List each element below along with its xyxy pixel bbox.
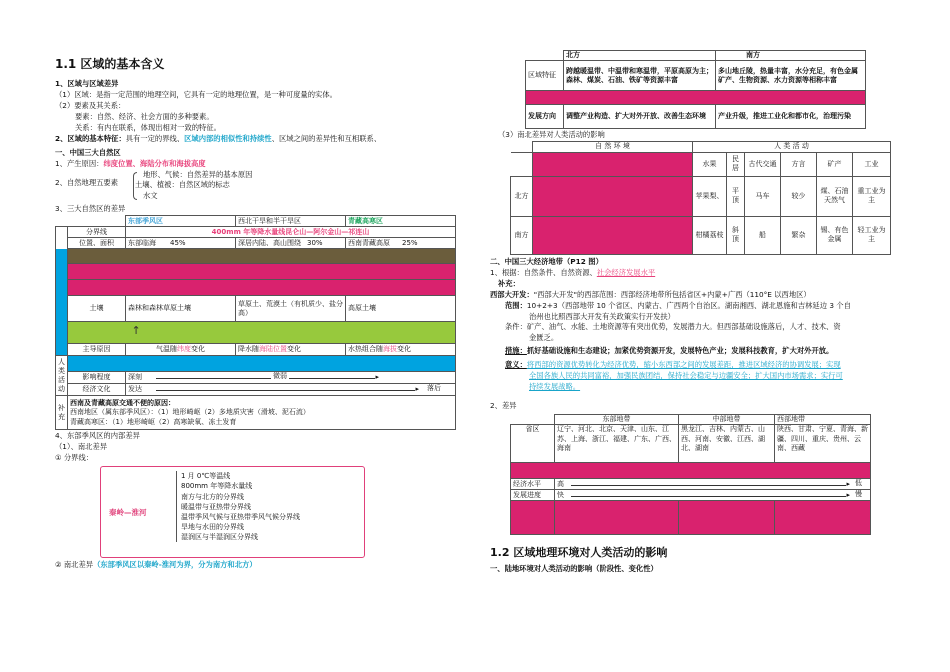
value-dev-north: 调整产业构造、扩大对外开放、改善生态环境 — [564, 105, 716, 129]
economy-arrow — [156, 390, 415, 391]
human-activity-table — [510, 141, 891, 254]
value-impact: 深刻 微弱 ▸ — [126, 372, 456, 384]
arrow-right-icon: ▸ — [415, 385, 419, 394]
north-transport: 马车 — [745, 176, 781, 216]
text-scope: 范围：10+2+3（西部地带 10 个省区、内蒙古、广西两个自治区。湖南湘西、湖北恩施和吉林延边 3 个自 — [505, 300, 851, 310]
text-region-def: （1）区域：是指一定范围的地理空间，它具有一定的地理位置，是一种可度量的实体。 — [55, 89, 337, 99]
five-elements-block — [55, 170, 465, 204]
label-soil: 土壤 — [68, 296, 126, 322]
text-element-terrain: 地形、气候：自然差异的基本原因 — [143, 169, 253, 179]
cell-pink-a — [511, 501, 555, 535]
north-fruit: 苹果梨、 — [693, 176, 727, 216]
value-dev-speed: 快 ▸ 慢 — [555, 490, 871, 501]
south-industry: 轻工业为主 — [853, 216, 891, 254]
speed-arrow — [571, 496, 846, 497]
value-soil-qz: 高原土壤 — [346, 296, 456, 322]
text-scope-2: 治州也比照西部大开发有关政策实行开发扶） — [529, 311, 675, 321]
header-qingzang: 青藏高寒区 — [346, 216, 456, 227]
col-fruit: 水果 — [693, 152, 727, 176]
up-arrow-icon: ↑ — [131, 324, 141, 338]
value-feature-north: 跨越暖温带、中温带和寒温带，平原高原为主；森林、煤炭、石油、铁矿等资源丰富 — [564, 61, 716, 91]
text-conditions: 条件：矿产、油气、水能、土地资源等有突出优势，发展潜力大。但西部基础设施落后，人才、技术、资 — [505, 322, 841, 332]
text-basic-features: 2、区域的基本特征：具有一定的界线、区域内部的相似性和持续性、区域之间的差异性和互相联系、 — [55, 133, 382, 143]
text-ns-diff: ② 南北差异（东部季风区以秦岭-淮河为界，分为南方和北方） — [55, 560, 257, 570]
text-supplement: 补充： — [498, 278, 520, 288]
row-blue-band — [68, 356, 456, 372]
north-dialect: 较少 — [781, 176, 817, 216]
heading-region-diff: 1、区域与区域差异 — [55, 79, 119, 88]
row-green-band — [126, 322, 456, 344]
south-fruit: 柑橘荔枝 — [693, 216, 727, 254]
row-south: 南方 — [511, 216, 533, 254]
label-position: 位置、面积 — [68, 238, 126, 249]
text-conditions-2: 金匮乏。 — [529, 333, 559, 343]
col-industry: 工业 — [853, 152, 891, 176]
provinces-east: 辽宁、河北、北京、天津、山东、江苏、上海、浙江、福建、广东、广西、海南 — [555, 425, 679, 463]
text-element-soil: 土壤、植被：自然区域的标志 — [135, 179, 230, 189]
value-soil-east: 森林和森林草原土壤 — [126, 296, 236, 322]
natural-regions-table — [55, 215, 456, 430]
arrow-right-icon: ▸ — [846, 480, 850, 489]
header-mid-zone: 中部地带 — [679, 415, 775, 425]
north-industry: 重工业为主 — [853, 176, 891, 216]
text-western-dev: 西部大开发："西部大开发"的西部范围：西部经济地带所包括省区+内蒙+广西（110°E 以西地区） — [490, 289, 811, 299]
label-region-feature: 区域特征 — [526, 61, 564, 91]
section-title-1-1: 1.1 区域的基本含义 — [55, 57, 165, 71]
south-mineral: 锡、有色金属 — [817, 216, 853, 254]
col-house: 民居 — [727, 152, 745, 176]
row-pink-band-1 — [68, 264, 456, 280]
text-north-south: （1）、南北差异 — [55, 442, 108, 452]
south-dialect: 繁杂 — [781, 216, 817, 254]
north-south-table — [525, 50, 866, 129]
text-significance-3: 持续发展战略。 — [529, 382, 581, 392]
row-pink-band-econ — [511, 463, 871, 479]
row-brown-band — [68, 249, 456, 264]
text-five-elements: 2、自然地理五要素 — [55, 177, 119, 187]
text-dividing-line: ① 分界线： — [55, 453, 94, 463]
economic-zones-table — [510, 414, 871, 535]
qinling-huaihe-item: 温带季风气候与亚热带季风气候分界线 — [181, 512, 300, 521]
south-transport: 船 — [745, 216, 781, 254]
text-relation: 关系：有内在联系，体现出相对一致的特征。 — [75, 122, 221, 132]
text-cause: 1、产生原因：纬度位置、海陆分布和海拔高度 — [55, 158, 206, 168]
text-elements-rel: （2）要素及其关系： — [55, 100, 126, 110]
label-econ-level: 经济水平 — [511, 479, 555, 490]
cell-pink-c — [679, 501, 775, 535]
section-title-1-2: 1.2 区域地理环境对人类活动的影响 — [490, 546, 668, 560]
text-basis: 1、根据：自然条件、自然资源、社会经济发展水平 — [490, 267, 656, 277]
value-boundary: 400mm 年等降水量线昆仑山—阿尔金山—祁连山 — [126, 227, 456, 238]
value-main-nw: 降水随海陆位置变化 — [236, 344, 346, 356]
header-human-activity: 人 类 活 动 — [693, 142, 891, 152]
row-pink-band — [526, 91, 866, 105]
label-main-cause: 主导原因 — [68, 344, 126, 356]
value-pos-nw: 深居内陆、高山围绕 30% — [236, 238, 346, 249]
label-impact: 影响程度 — [68, 372, 126, 384]
cell-pink-header — [533, 152, 693, 176]
value-supplement: 西南及青藏高原交通不便的原因： 西南地区（属东部季风区）：（1）地形崎岖（2）多地质灾害（滑坡、泥石流） 青藏高寒区：（1）地形崎岖（2）高寒缺氧、冻土发育 — [68, 396, 456, 430]
qinling-huaihe-item: 南方与北方的分界线 — [181, 492, 244, 501]
qinling-huaihe-item: 暖温带与亚热带分界线 — [181, 502, 251, 511]
cell-pink-south — [533, 216, 693, 254]
arrow-right-icon: ▸ — [846, 491, 850, 500]
text-diff-head-2: 2、差异 — [490, 401, 517, 411]
value-feature-south: 多山地丘陵，热量丰富，水分充足，有色金属矿产、生物资源、水力资源等相称丰富 — [716, 61, 866, 91]
level-arrow — [571, 485, 846, 486]
text-significance: 意义：将西部的资源优势转化为经济优势，缩小东西部之间的发展差距，推进区域经济的协调发展；实现 — [505, 360, 841, 370]
provinces-mid: 黑龙江、吉林、内蒙古、山西、河南、安徽、江西、湖北、湖南 — [679, 425, 775, 463]
value-dev-south: 产业升级，推进工业化和都市化，治理污染 — [716, 105, 866, 129]
col-dialect: 方言 — [781, 152, 817, 176]
cell-pink-north — [533, 176, 693, 216]
qinling-huaihe-item: 旱地与水田的分界线 — [181, 522, 244, 531]
north-mineral: 煤、石油天然气 — [817, 176, 853, 216]
text-measures: 措施：抓好基础设施和生态建设；加紧优势资源开发，发展特色产业；发展科技教育，扩大对外开放。 — [505, 346, 834, 356]
right-column — [490, 0, 910, 575]
north-house: 平顶 — [727, 176, 745, 216]
heading-three-economic-zones: 二、中国三大经济地带（P12 图） — [490, 256, 603, 266]
header-natural-env: 自 然 环 境 — [533, 142, 693, 152]
value-pos-east: 东部临海 45% — [126, 238, 236, 249]
header-east-monsoon: 东部季风区 — [126, 216, 236, 227]
header-north: 北方 — [564, 51, 716, 61]
text-elements: 要素：自然、经济、社会方面的多种要素。 — [75, 111, 214, 121]
provinces-west: 陕西、甘肃、宁夏、青海、新疆、四川、重庆、贵州、云南、西藏 — [775, 425, 871, 463]
qinling-huaihe-item: 湿润区与半湿润区分界线 — [181, 533, 258, 542]
text-element-water: 水文 — [143, 190, 158, 200]
qinling-huaihe-box — [100, 466, 365, 558]
qinling-huaihe-item: 1 月 0℃等温线 — [181, 472, 231, 481]
cell-pink-b — [555, 501, 679, 535]
value-econ-level: 高 ▸ 低 — [555, 479, 871, 490]
label-human-activity: 人类活动 — [56, 356, 68, 396]
header-south: 南方 — [716, 51, 866, 61]
col-transport: 古代交通 — [745, 152, 781, 176]
cell-pink-d — [775, 501, 871, 535]
value-main-qz: 水热组合随海拔变化 — [346, 344, 456, 356]
row-pink-band-2 — [68, 280, 456, 296]
header-west-zone: 西部地带 — [775, 415, 871, 425]
value-economy: 发达 ▸ 落后 — [126, 384, 456, 396]
text-diff-head: 3、三大自然区的差异 — [55, 203, 126, 213]
header-northwest-arid: 西北干旱和半干旱区 — [236, 216, 346, 227]
value-soil-nw: 草原土、荒漠土（有机质少、盐分高） — [236, 296, 346, 322]
heading-land-environment: 一、陆地环境对人类活动的影响（阶段性、变化性） — [490, 563, 658, 573]
south-house: 斜顶 — [727, 216, 745, 254]
label-boundary: 分界线 — [68, 227, 126, 238]
qinling-huaihe-label: 秦岭—淮河 — [109, 508, 147, 518]
qinling-huaihe-item: 800mm 年等降水量线 — [181, 482, 253, 491]
heading-three-natural-regions: 一、中国三大自然区 — [55, 147, 121, 157]
text-significance-2: 全国各族人民的共同富裕，加强民族团结，保持社会稳定与边疆安全；扩大国内市场需求；实行可 — [529, 371, 843, 381]
label-dev-direction: 发展方向 — [526, 105, 564, 129]
header-east-zone: 东部地带 — [555, 415, 679, 425]
impact-arrow — [156, 378, 375, 379]
value-main-east: 气温随纬度变化 — [126, 344, 236, 356]
row-green-band-label — [68, 322, 126, 344]
col-mineral: 矿产 — [817, 152, 853, 176]
text-inner-diff: 4、东部季风区的内部差异 — [55, 431, 140, 441]
label-dev-speed: 发展进度 — [511, 490, 555, 501]
label-provinces: 省区 — [511, 425, 555, 463]
arrow-right-icon: ▸ — [375, 373, 379, 382]
row-north: 北方 — [511, 176, 533, 216]
text-impact-head: （3）南北差异对人类活动的影响 — [498, 130, 605, 140]
qinling-huaihe-list — [176, 471, 300, 542]
label-supplement: 补充 — [56, 396, 68, 430]
value-pos-qz: 西南青藏高原 25% — [346, 238, 456, 249]
label-economy: 经济文化 — [68, 384, 126, 396]
left-column — [55, 0, 465, 571]
